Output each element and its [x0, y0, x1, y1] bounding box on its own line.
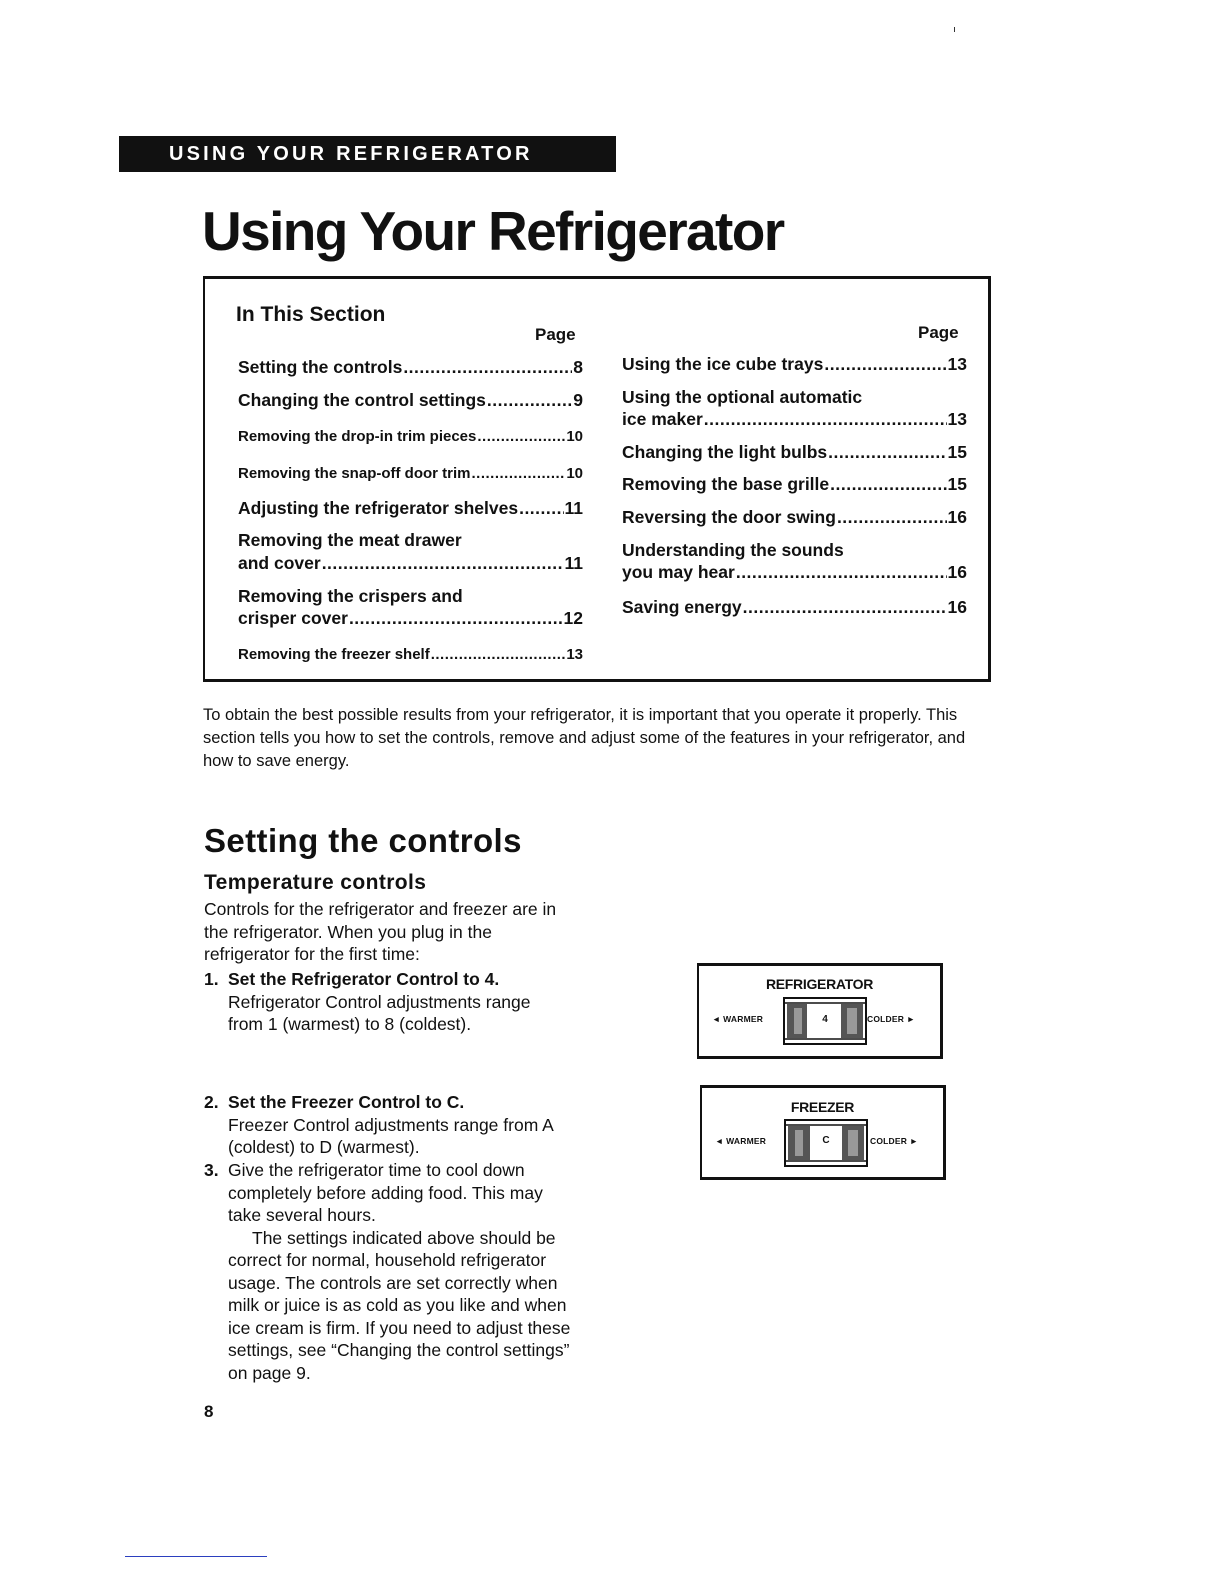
toc-box: [203, 276, 991, 682]
toc-entry[interactable]: Adjusting the refrigerator shelves ..... 11: [238, 497, 583, 519]
toc-entry[interactable]: ice maker ..... 13: [622, 408, 967, 430]
colder-label: COLDER ►: [870, 1136, 919, 1146]
step-3: [204, 1159, 584, 1384]
step-title: Set the Freezer Control to C.: [228, 1092, 465, 1112]
toc-entry[interactable]: Saving energy ..... 16: [622, 596, 967, 618]
toc-entry[interactable]: Changing the control settings ..... 9: [238, 389, 583, 411]
refrigerator-setting: 4: [822, 1014, 828, 1025]
toc-right-page-header: Page: [918, 323, 959, 342]
step-2: [204, 1091, 584, 1159]
step-note: The settings indicated above should be correct for normal, household refrigerator usage. The controls are set correctly when milk or juice is as cold as you like and when ice cream is firm. If you need to adjust these settings, see “Changing the control settings” on page 9.: [228, 1227, 571, 1383]
warmer-label: ◄ WARMER: [715, 1136, 767, 1146]
step-description: Give the refrigerator time to cool down completely before adding food. This may take several hours.: [228, 1160, 543, 1225]
warmer-label: ◄ WARMER: [712, 1014, 764, 1024]
toc-entry[interactable]: crisper cover ..... 12: [238, 607, 583, 629]
toc-entry[interactable]: Reversing the door swing ..... 16: [622, 506, 967, 528]
freezer-setting: C: [822, 1135, 830, 1146]
toc-entry-line1: Removing the meat drawer: [238, 530, 462, 550]
toc-entry[interactable]: Removing the base grille ..... 15: [622, 473, 967, 495]
section-banner: USING YOUR REFRIGERATOR: [119, 136, 616, 172]
toc-entry[interactable]: Removing the freezer shelf ..... 13: [238, 644, 583, 666]
refrigerator-control-title: REFRIGERATOR: [765, 976, 874, 992]
section-heading: Setting the controls: [204, 822, 522, 859]
subsection-heading: Temperature controls: [204, 871, 427, 894]
step-number: 3.: [204, 1160, 219, 1180]
colder-label: COLDER ►: [867, 1014, 916, 1024]
margin-mark: [954, 27, 955, 32]
step-description: Refrigerator Control adjustments range from 1 (warmest) to 8 (coldest).: [228, 991, 531, 1034]
toc-entry-line1: Using the optional automatic: [622, 387, 863, 407]
toc-entry[interactable]: and cover ..... 11: [238, 552, 583, 574]
intro-paragraph: To obtain the best possible results from your refrigerator, it is important that you operate it properly. This section tells you how to set the controls, remove and adjust some of the features in your refrigerator, and how to save energy.: [203, 706, 966, 770]
lead-paragraph: Controls for the refrigerator and freezer are in the refrigerator. When you plug in the refrigerator for the first time:: [204, 899, 557, 964]
freezer-control-title: FREEZER: [790, 1099, 855, 1115]
refrigerator-control-panel: [697, 963, 943, 1059]
toc-heading: In This Section: [236, 303, 386, 326]
toc-entry[interactable]: Using the ice cube trays ..... 13: [622, 353, 967, 375]
page-number: 8: [204, 1402, 214, 1421]
toc-entry-line1: Removing the crispers and: [238, 586, 463, 606]
step-number: 1.: [204, 969, 219, 989]
toc-entry-line1: Understanding the sounds: [622, 540, 844, 560]
freezer-control-panel: [700, 1085, 946, 1180]
step-title: Set the Refrigerator Control to 4.: [228, 969, 500, 989]
step-description: Freezer Control adjustments range from A (coldest) to D (warmest).: [228, 1114, 553, 1157]
toc-entry[interactable]: you may hear ..... 16: [622, 561, 967, 583]
step-1: [204, 968, 584, 1036]
toc-entry[interactable]: Setting the controls ..... 8: [238, 356, 583, 378]
footer-rule: [125, 1556, 267, 1557]
step-number: 2.: [204, 1092, 219, 1112]
toc-entry[interactable]: Changing the light bulbs ..... 15: [622, 441, 967, 463]
toc-entry[interactable]: Removing the drop-in trim pieces ..... 10: [238, 426, 583, 448]
toc-left-page-header: Page: [535, 325, 576, 344]
page-title: Using Your Refrigerator: [202, 200, 784, 262]
toc-entry[interactable]: Removing the snap-off door trim ..... 10: [238, 463, 583, 485]
